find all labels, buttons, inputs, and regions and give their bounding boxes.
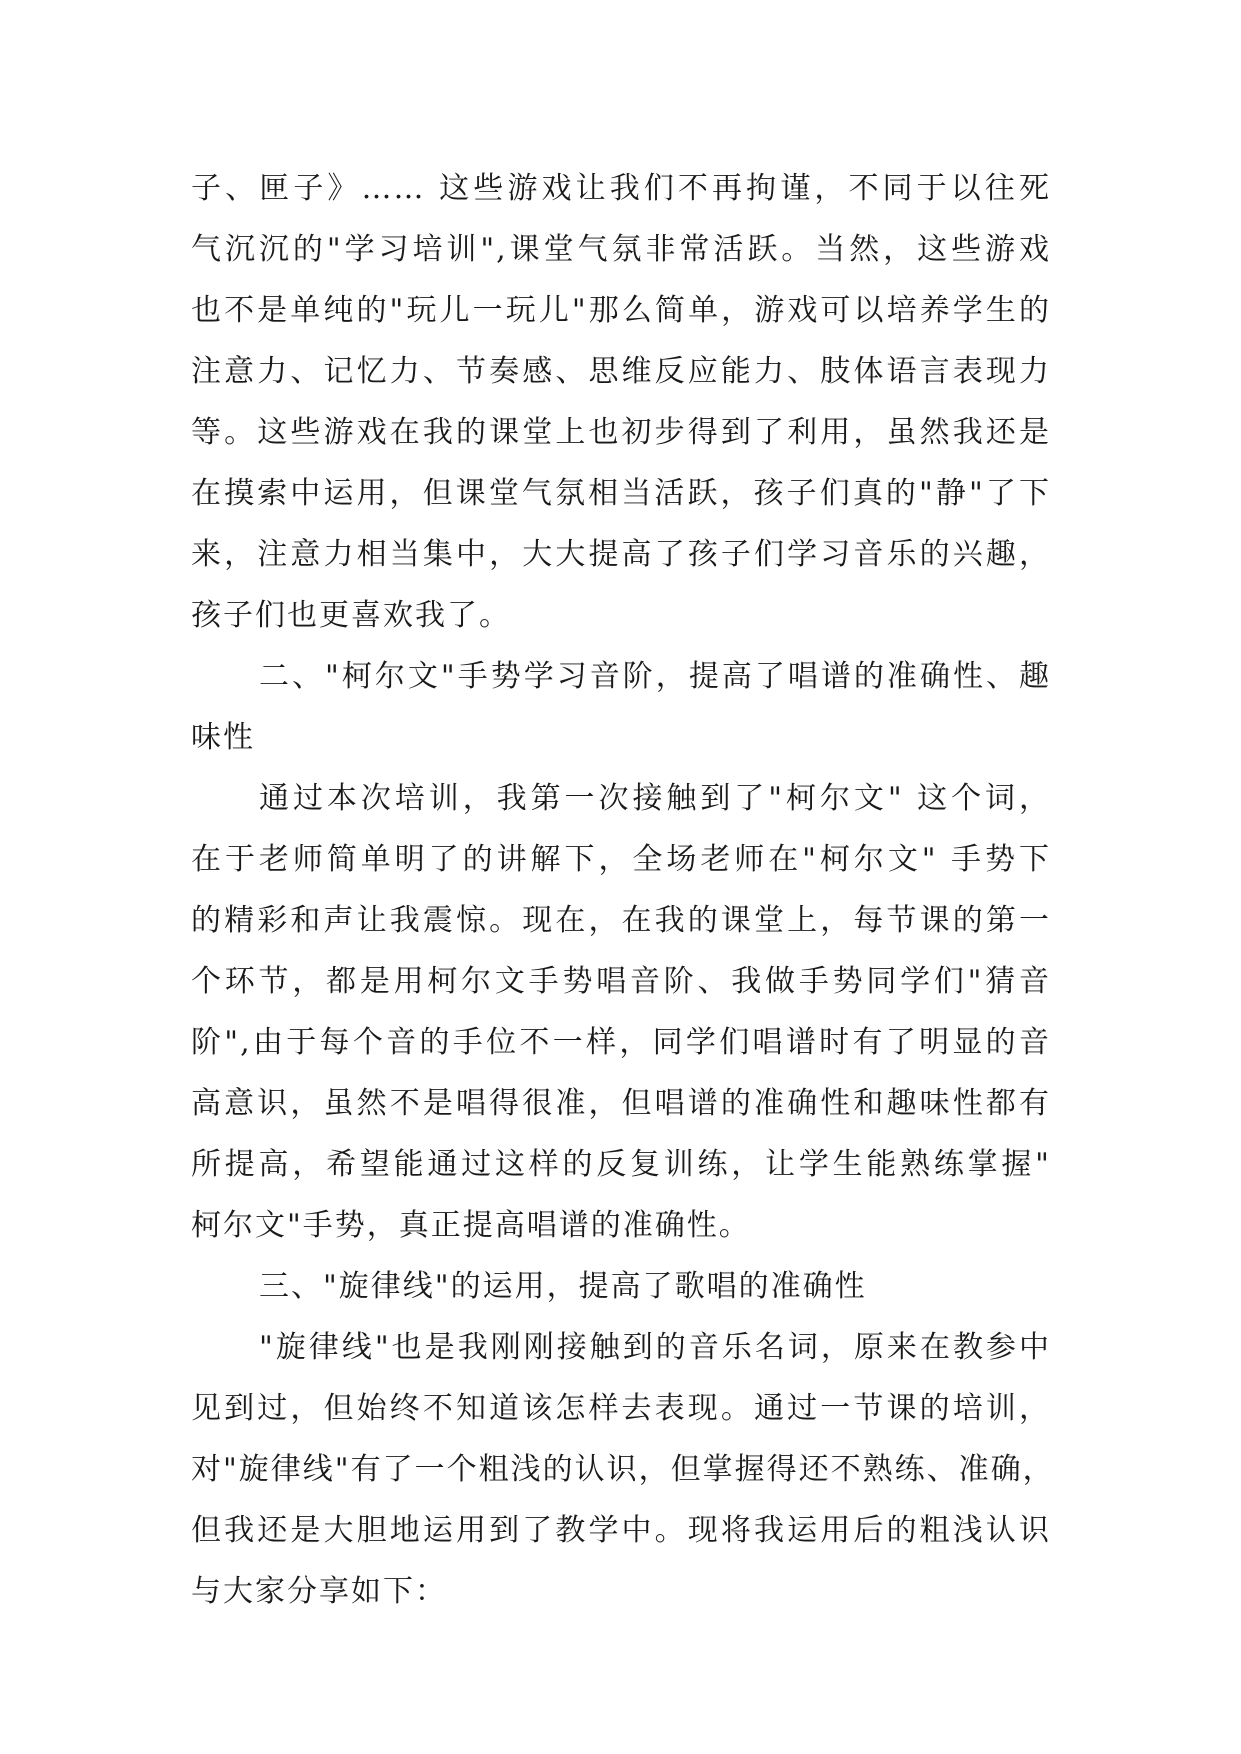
text-line: 见到过，但始终不知道该怎样去表现。通过一节课的培训， <box>191 1391 1051 1426</box>
text-line: 个环节，都是用柯尔文手势唱音阶、我做手势同学们"猜音 <box>191 964 1051 999</box>
text-line: 来，注意力相当集中，大大提高了孩子们学习音乐的兴趣， <box>191 537 1051 572</box>
section-heading-2-cont: 味性 <box>191 720 255 755</box>
text-line: 在摸索中运用，但课堂气氛相当活跃，孩子们真的"静"了下 <box>191 476 1051 511</box>
text-line: 阶",由于每个音的手位不一样，同学们唱谱时有了明显的音 <box>191 1025 1051 1060</box>
text-line: 孩子们也更喜欢我了。 <box>191 598 511 633</box>
text-line: 在于老师简单明了的讲解下，全场老师在"柯尔文" 手势下 <box>191 842 1051 877</box>
text-line: 高意识，虽然不是唱得很准，但唱谱的准确性和趣味性都有 <box>191 1086 1051 1121</box>
text-line: 对"旋律线"有了一个粗浅的认识，但掌握得还不熟练、准确， <box>191 1452 1055 1487</box>
text-line: 与大家分享如下： <box>191 1574 447 1609</box>
section-heading-2: 二、"柯尔文"手势学习音阶，提高了唱谱的准确性、趣 <box>259 659 1051 694</box>
text-line: 通过本次培训，我第一次接触到了"柯尔文" 这个词， <box>259 781 1051 816</box>
text-line: 注意力、记忆力、节奏感、思维反应能力、肢体语言表现力 <box>191 354 1051 389</box>
text-line: 柯尔文"手势，真正提高唱谱的准确性。 <box>191 1208 751 1243</box>
text-line: 但我还是大胆地运用到了教学中。现将我运用后的粗浅认识 <box>191 1513 1051 1548</box>
section-heading-3: 三、"旋律线"的运用，提高了歌唱的准确性 <box>259 1269 867 1304</box>
text-line: 气沉沉的"学习培训",课堂气氛非常活跃。当然，这些游戏 <box>191 232 1051 267</box>
text-line: 子、匣子》…… 这些游戏让我们不再拘谨，不同于以往死 <box>191 171 1051 206</box>
text-line: 的精彩和声让我震惊。现在，在我的课堂上，每节课的第一 <box>191 903 1051 938</box>
text-line: 等。这些游戏在我的课堂上也初步得到了利用，虽然我还是 <box>191 415 1051 450</box>
text-line: "旋律线"也是我刚刚接触到的音乐名词，原来在教参中 <box>259 1330 1051 1365</box>
body-text <box>191 158 1055 1622</box>
text-line: 也不是单纯的"玩儿一玩儿"那么简单，游戏可以培养学生的 <box>191 293 1051 328</box>
text-line: 所提高，希望能通过这样的反复训练，让学生能熟练掌握" <box>191 1147 1051 1182</box>
